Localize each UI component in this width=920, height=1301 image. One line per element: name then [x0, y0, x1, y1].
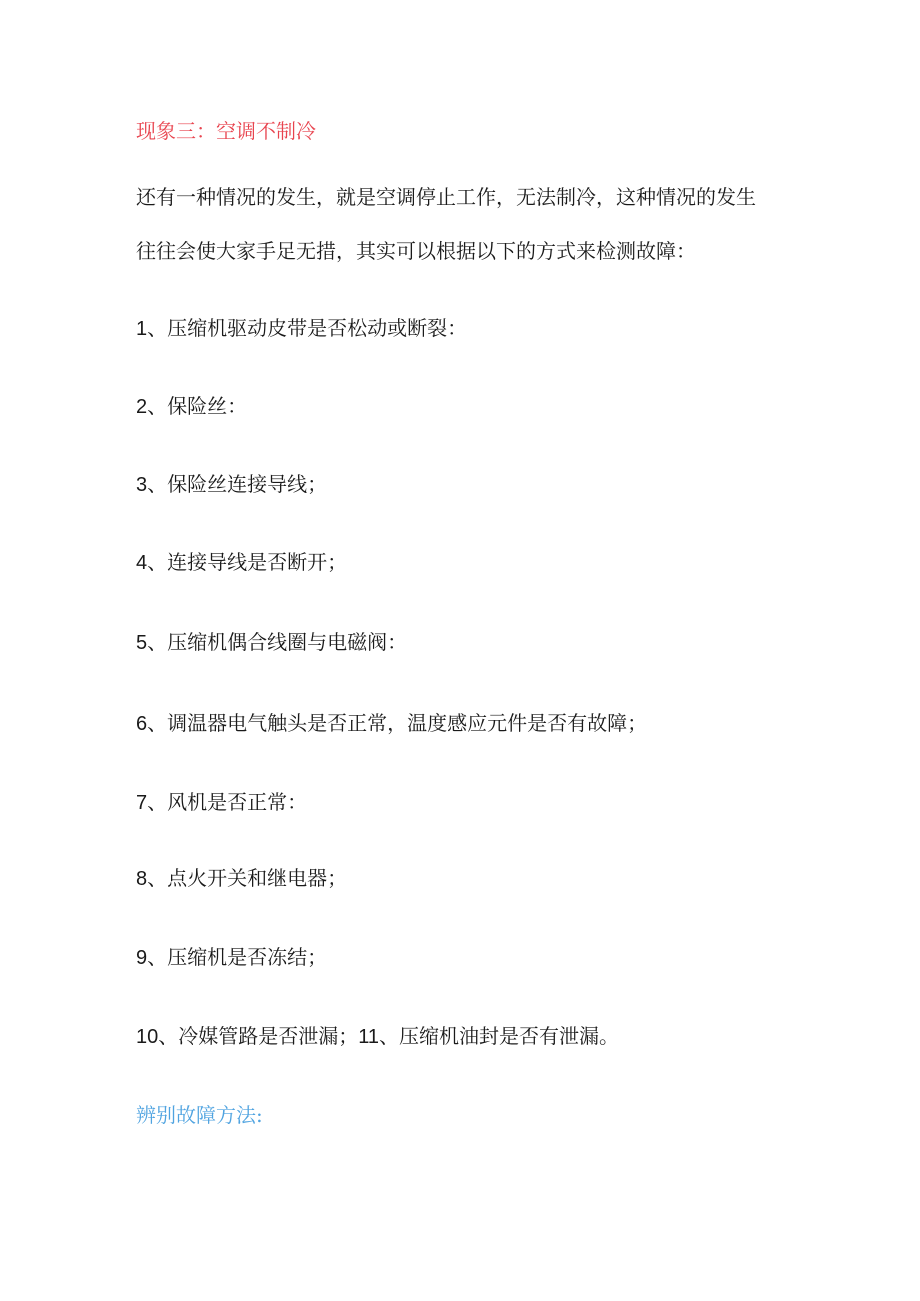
item-number: 5	[136, 632, 148, 654]
item-number: 10	[136, 1026, 159, 1048]
list-item	[136, 394, 247, 419]
item-number: 11	[358, 1026, 380, 1048]
list-item	[136, 316, 467, 341]
item-number: 8	[136, 868, 148, 890]
item-text: 点火开关和继电器；	[167, 866, 348, 890]
item-number: 6	[136, 713, 148, 735]
item-number: 2	[136, 396, 148, 418]
list-item	[136, 790, 307, 815]
item-text: 压缩机油封是否有泄漏。	[399, 1024, 620, 1048]
list-item	[136, 1024, 619, 1049]
item-text: 压缩机是否冻结；	[167, 945, 328, 969]
item-separator: 、	[147, 790, 168, 814]
item-text: 压缩机偶合线圈与电磁阀：	[167, 630, 408, 654]
item-text: 压缩机驱动皮带是否松动或断裂：	[167, 316, 468, 340]
intro-paragraph	[136, 185, 776, 293]
item-text: 保险丝：	[167, 394, 248, 418]
item-separator: 、	[147, 472, 168, 496]
subheading: 辨别故障方法:	[136, 1103, 263, 1127]
item-separator: 、	[147, 945, 168, 969]
list-item	[136, 472, 327, 497]
item-separator: 、	[147, 550, 168, 574]
item-separator: 、	[147, 316, 168, 340]
item-separator: 、	[147, 630, 168, 654]
list-item	[136, 945, 327, 970]
item-number: 3	[136, 474, 148, 496]
item-separator: 、	[147, 394, 168, 418]
list-item	[136, 550, 347, 575]
item-number: 1	[136, 318, 148, 340]
list-item	[136, 630, 407, 655]
item-text: 连接导线是否断开；	[167, 550, 348, 574]
item-separator: 、	[147, 711, 168, 735]
item-text: 风机是否正常：	[167, 790, 308, 814]
item-separator: 、	[379, 1024, 400, 1048]
list-item	[136, 866, 347, 891]
item-number: 9	[136, 947, 148, 969]
intro-line-2: 往往会使大家手足无措，其实可以根据以下的方式来检测故障：	[136, 239, 696, 263]
item-text: 调温器电气触头是否正常，温度感应元件是否有故障；	[167, 711, 648, 735]
section-heading: 现象三：空调不制冷	[136, 119, 316, 143]
item-separator: 、	[147, 866, 168, 890]
item-text: 冷媒管路是否泄漏；	[178, 1024, 359, 1048]
list-item	[136, 711, 647, 736]
item-text: 保险丝连接导线；	[167, 472, 328, 496]
item-separator: 、	[158, 1024, 179, 1048]
item-number: 4	[136, 552, 148, 574]
intro-line-1: 还有一种情况的发生，就是空调停止工作，无法制冷，这种情况的发生	[136, 185, 756, 209]
item-number: 7	[136, 792, 148, 814]
